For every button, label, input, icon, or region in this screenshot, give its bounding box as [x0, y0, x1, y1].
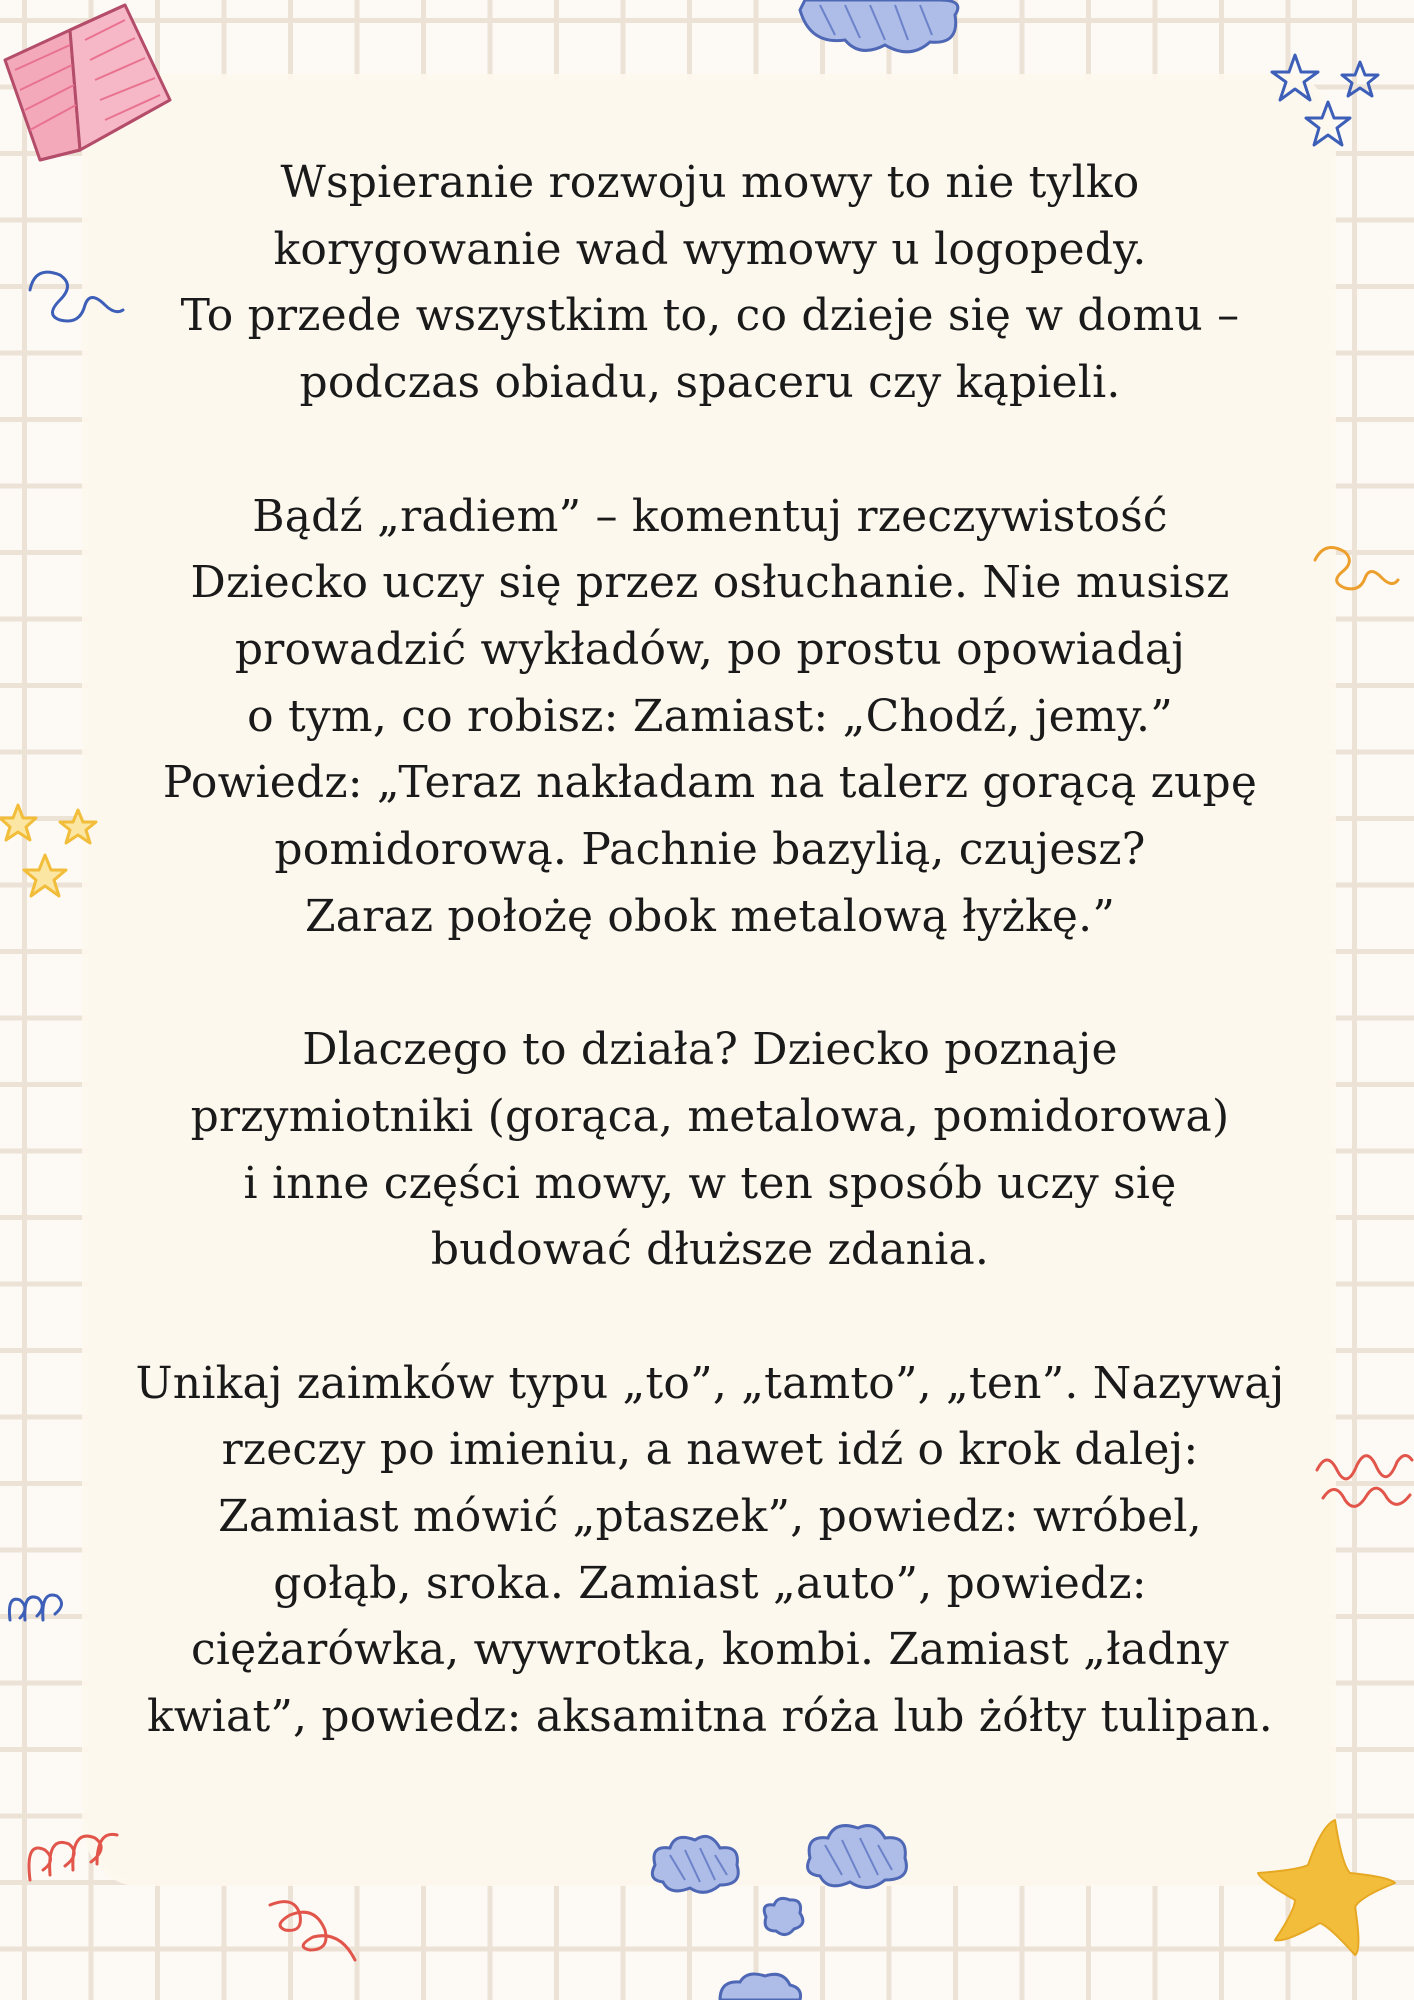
- swirl-icon: [1315, 1440, 1414, 1520]
- text-line: Powiedz: „Teraz nakładam na talerz gorącą zupę: [162, 757, 1258, 809]
- swirl-icon: [265, 1895, 360, 1970]
- text-line: gołąb, sroka. Zamiast „auto”, powiedz:: [273, 1557, 1147, 1609]
- text-line: rzeczy po imieniu, a nawet idź o krok dalej:: [221, 1424, 1199, 1476]
- text-line: przymiotniki (gorąca, metalowa, pomidorowa): [190, 1090, 1230, 1142]
- text-line: i inne części mowy, w ten sposób uczy się: [243, 1157, 1177, 1209]
- text-line: Zamiast mówić „ptaszek”, powiedz: wróbel,: [218, 1491, 1202, 1543]
- paragraph-intro: [100, 150, 1320, 417]
- text-line: Bądź „radiem” – komentuj rzeczywistość: [252, 490, 1168, 542]
- text-line: ciężarówka, wywrotka, kombi. Zamiast „ładny: [191, 1624, 1229, 1676]
- body-text: [100, 150, 1320, 1751]
- cloud-icon: [758, 1895, 808, 1940]
- text-line: Dziecko uczy się przez osłuchanie. Nie musisz: [190, 557, 1230, 609]
- paragraph-spacer: [100, 1284, 1320, 1351]
- paragraph-spacer: [100, 417, 1320, 484]
- paragraph-spacer: [100, 950, 1320, 1017]
- paragraph-pronouns: [100, 1351, 1320, 1751]
- text-line: Zaraz położę obok metalową łyżkę.”: [304, 890, 1116, 942]
- text-line: budować dłuższe zdania.: [430, 1224, 990, 1276]
- paragraph-radio: [100, 484, 1320, 951]
- star-icon: [1270, 50, 1390, 160]
- text-line: To przede wszystkim to, co dzieje się w domu –: [180, 290, 1240, 342]
- text-line: korygowanie wad wymowy u logopedy.: [273, 223, 1147, 275]
- swirl-icon: [25, 1820, 120, 1890]
- paragraph-why: [100, 1017, 1320, 1284]
- text-line: pomidorową. Pachnie bazylią, czujesz?: [274, 824, 1146, 876]
- cloud-icon: [645, 1830, 745, 1900]
- cloud-icon: [790, 0, 970, 60]
- text-line: o tym, co robisz: Zamiast: „Chodź, jemy.”: [247, 690, 1173, 742]
- star-icon: [0, 800, 110, 910]
- text-line: Dlaczego to działa? Dziecko poznaje: [302, 1024, 1118, 1076]
- book-icon: [0, 0, 190, 170]
- cloud-icon: [800, 1820, 915, 1895]
- cloud-icon: [715, 1970, 805, 2000]
- text-line: prowadzić wykładów, po prostu opowiadaj: [234, 623, 1186, 675]
- swirl-icon: [1310, 540, 1400, 610]
- swirl-icon: [5, 1580, 75, 1630]
- text-line: Unikaj zaimków typu „to”, „tamto”, „ten”. Nazywaj: [135, 1357, 1285, 1409]
- text-line: Wspieranie rozwoju mowy to nie tylko: [280, 157, 1140, 208]
- text-line: podczas obiadu, spaceru czy kąpieli.: [299, 357, 1121, 409]
- star-icon: [1250, 1815, 1400, 1965]
- text-line: kwiat”, powiedz: aksamitna róża lub żółty tulipan.: [147, 1691, 1273, 1743]
